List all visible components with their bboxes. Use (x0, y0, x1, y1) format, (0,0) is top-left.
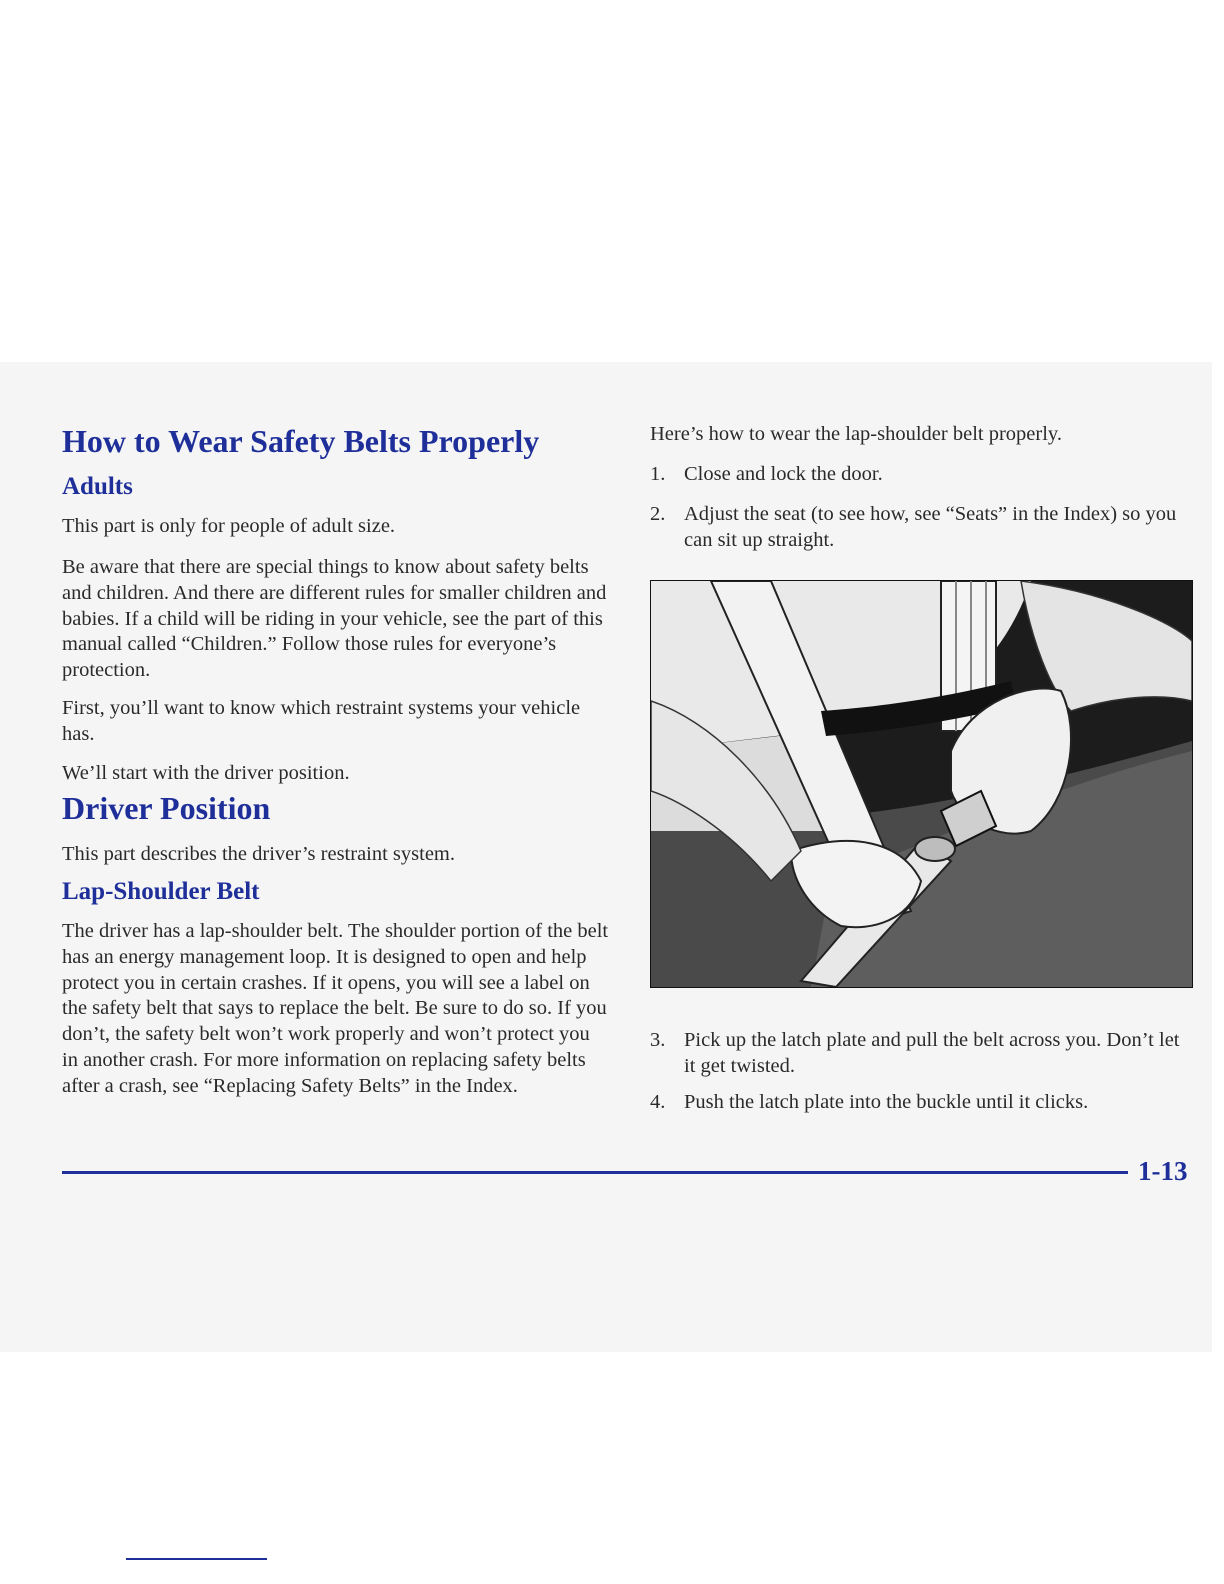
step-text: Pick up the latch plate and pull the belt across you. Don’t let it get twisted. (684, 1029, 1180, 1077)
adults-paragraph-2: Be aware that there are special things to know about safety belts and children. And there are different rules for smaller children and babies. If a child will be riding in your vehicle, see the part of this manual called “Children.” Follow those rules for everyone’s protection. (62, 556, 607, 682)
bottom-link-underline (126, 1558, 267, 1560)
adults-paragraph-1: This part is only for people of adult size. (62, 515, 396, 537)
step-text: Adjust the seat (to see how, see “Seats” in the Index) so you can sit up straight. (684, 503, 1177, 551)
section-title: How to Wear Safety Belts Properly (62, 423, 540, 459)
step-text: Close and lock the door. (684, 463, 883, 485)
step-number: 3. (650, 1029, 666, 1051)
step-2 (650, 502, 1195, 554)
adults-heading: Adults (62, 473, 133, 500)
step-number: 4. (650, 1091, 666, 1113)
step-4 (650, 1090, 1195, 1116)
manual-page (0, 362, 1212, 1352)
instructions-intro: Here’s how to wear the lap-shoulder belt properly. (650, 423, 1062, 445)
step-text: Push the latch plate into the buckle until it clicks. (684, 1091, 1089, 1113)
step-3 (650, 1028, 1195, 1080)
driver-paragraph: This part describes the driver’s restraint system. (62, 843, 456, 865)
step-number: 2. (650, 503, 666, 525)
step-number: 1. (650, 463, 666, 485)
lap-shoulder-belt-heading: Lap-Shoulder Belt (62, 878, 260, 905)
driver-position-heading: Driver Position (62, 790, 271, 826)
seatbelt-buckling-illustration (650, 580, 1193, 988)
adults-paragraph-3: First, you’ll want to know which restraint systems your vehicle has. (62, 697, 581, 745)
lap-shoulder-paragraph: The driver has a lap-shoulder belt. The shoulder portion of the belt has an energy management loop. It is designed to open and help protect you in certain crashes. If it opens, you will see a label on the safety belt that says to replace the belt. Be sure to do so. If you don’t, the safety belt won’t work properly and won’t protect you in another crash. For more information on replacing safety belts after a crash, see “Replacing Safety Belts” in the Index. (62, 920, 609, 1097)
footer-rule (62, 1171, 1128, 1174)
adults-paragraph-4: We’ll start with the driver position. (62, 762, 350, 784)
page-number: 1-13 (1138, 1156, 1188, 1186)
step-1 (650, 462, 1195, 488)
